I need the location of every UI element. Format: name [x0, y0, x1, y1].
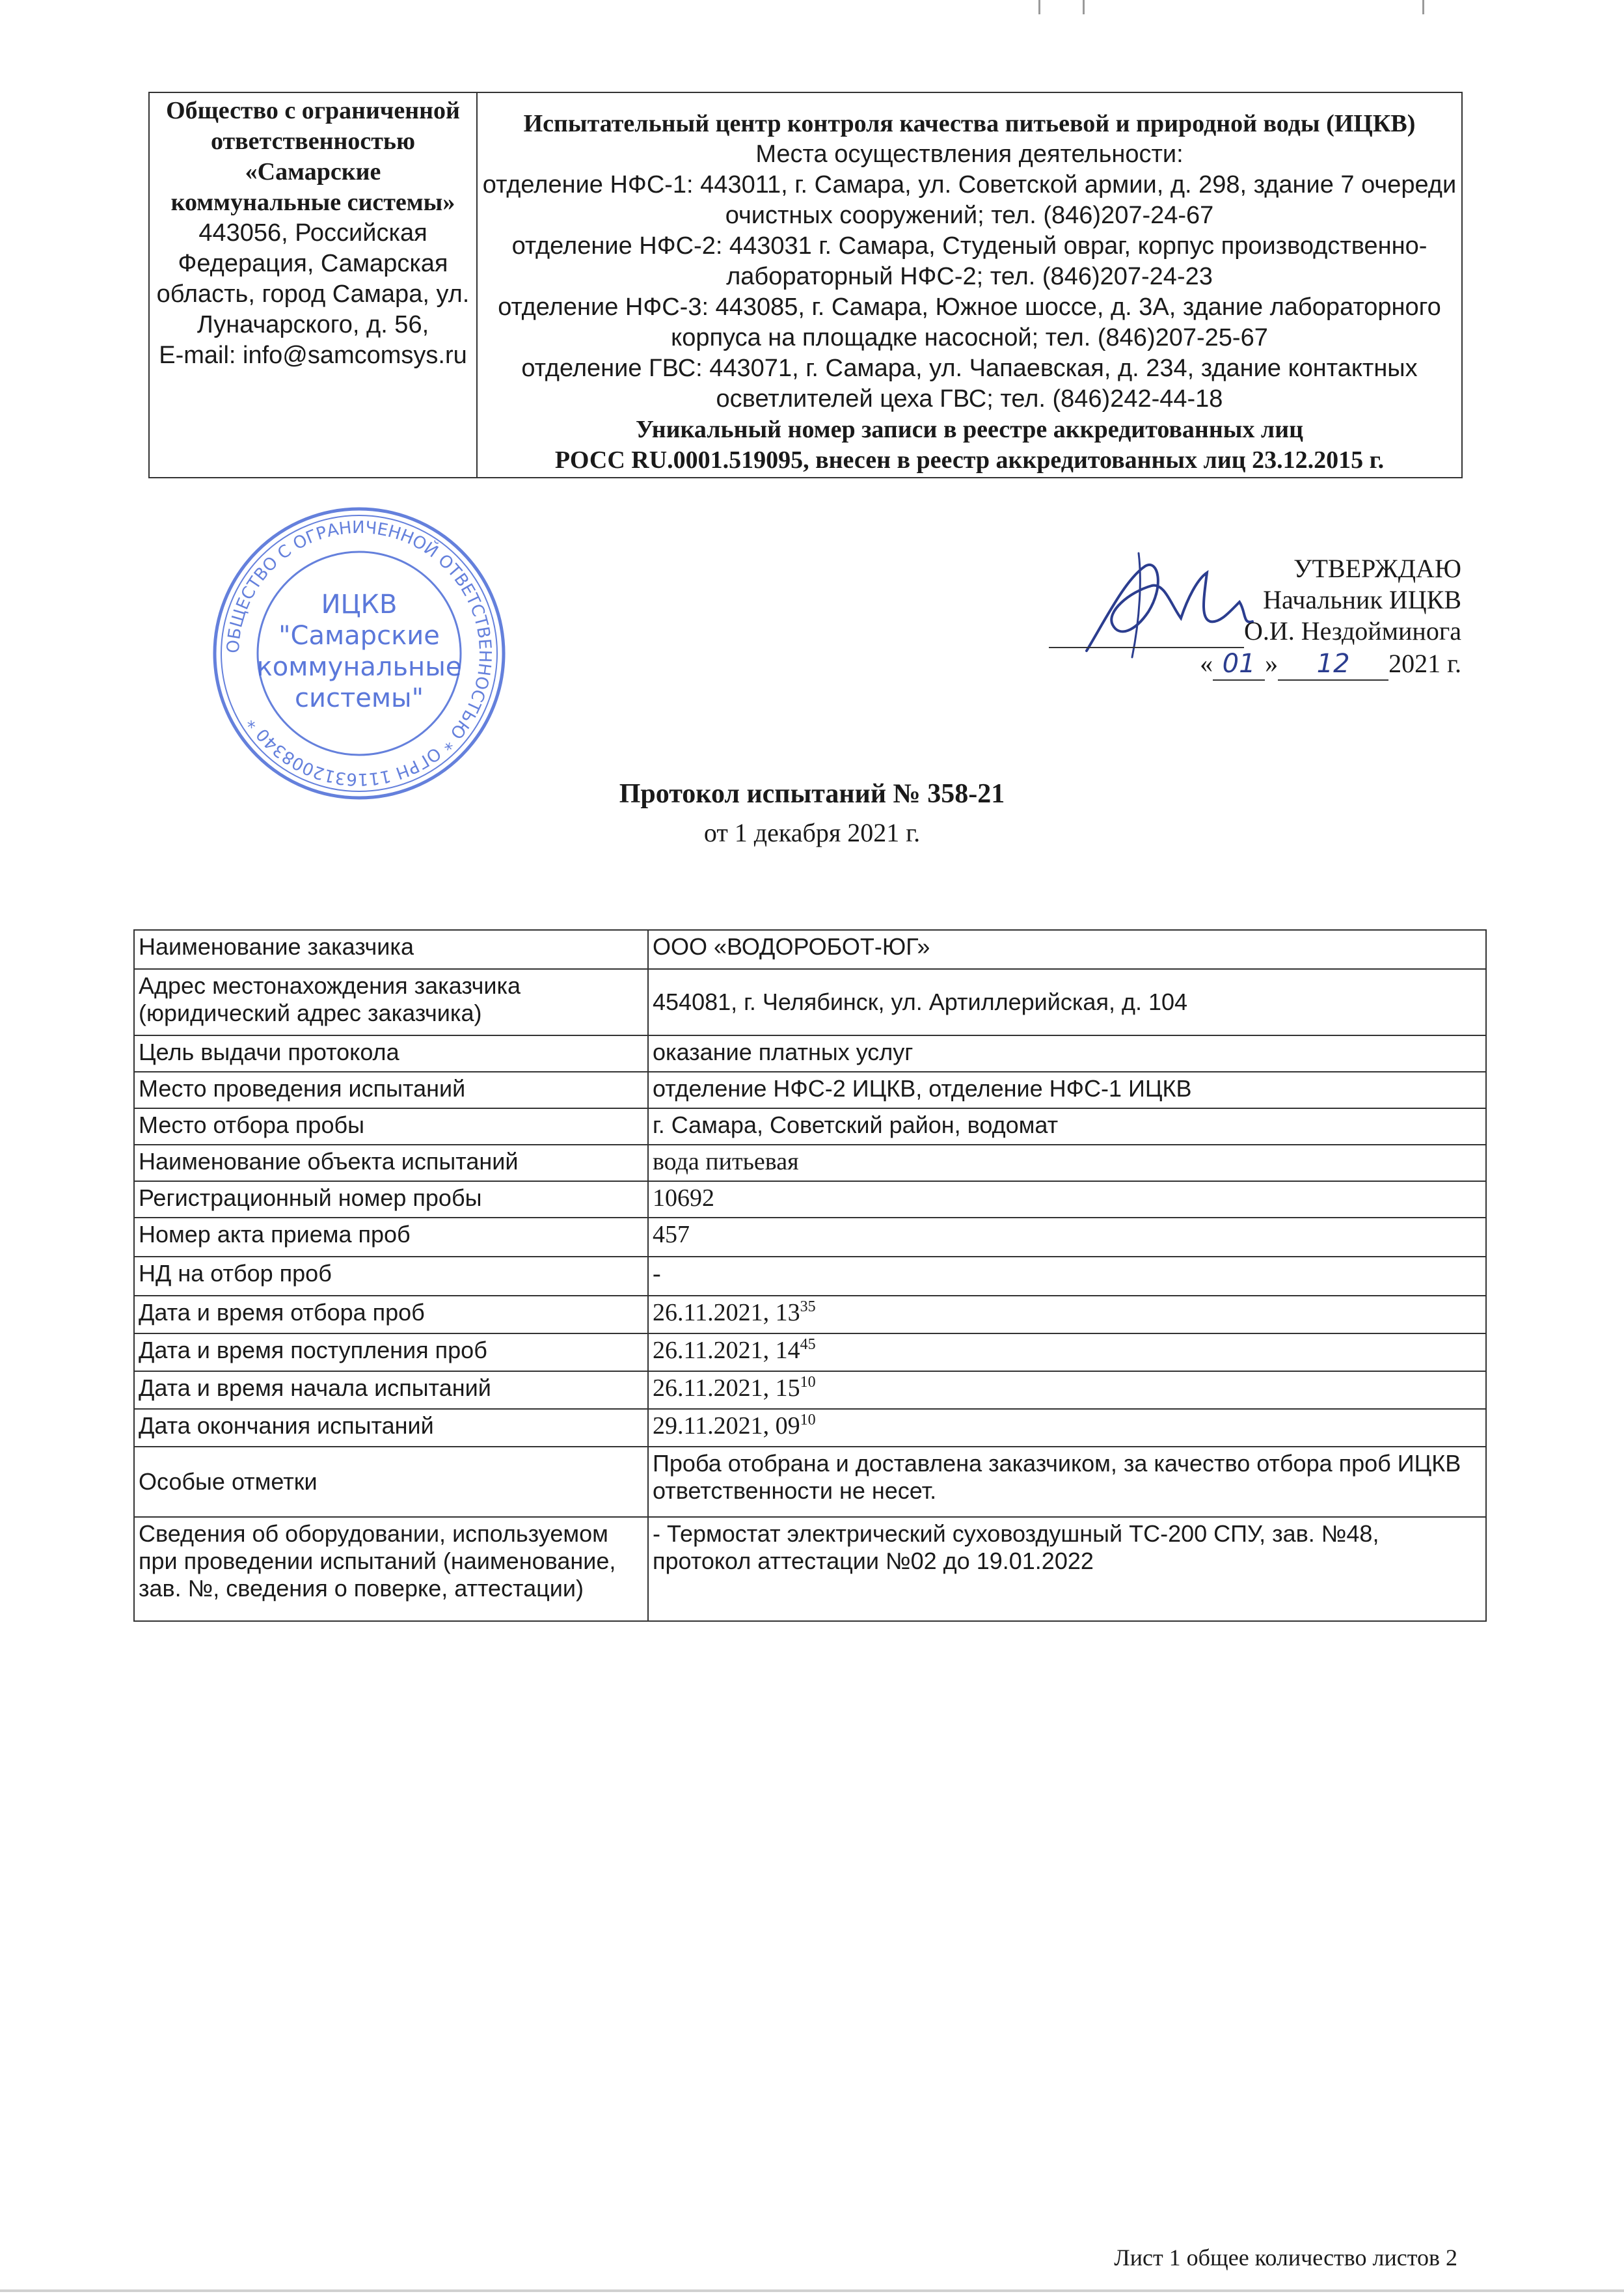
center-line-7: отделение ГВС: 443071, г. Самара, ул. Чапаевская, д. 234, здание контактных [521, 355, 1418, 382]
org-name-line-2: ответственностью [210, 128, 416, 155]
row-value-text: 26.11.2021, 15 [653, 1374, 800, 1402]
org-name-line-4: коммунальные системы» [170, 189, 455, 216]
row-label: Регистрационный номер пробы [134, 1181, 648, 1218]
row-label: Наименование объекта испытаний [134, 1145, 648, 1181]
approval-block [941, 553, 1461, 681]
row-value: 10692 [648, 1181, 1486, 1218]
row-value [648, 969, 1486, 1035]
approval-year: 2021 г. [1388, 649, 1461, 678]
approval-position: Начальник ИЦКВ [1263, 585, 1461, 614]
table-row [134, 1072, 1486, 1108]
center-line-5: отделение НФС-3: 443085, г. Самара, Южное шоссе, д. 3А, здание лабораторного [498, 294, 1441, 321]
row-value-text: 454081, г. Челябинск, ул. Артиллерийская, д. 104 [653, 989, 1188, 1015]
table-row [134, 1035, 1486, 1072]
places-heading: Места осуществления деятельности: [755, 141, 1184, 168]
center-line-1: отделение НФС-1: 443011, г. Самара, ул. Советской армии, д. 298, здание 7 очереди [482, 171, 1457, 198]
row-value [648, 1409, 1486, 1447]
center-line-4: лабораторный НФС-2; тел. (846)207-24-23 [726, 263, 1213, 290]
row-label: Место отбора пробы [134, 1108, 648, 1145]
registry-line-1: Уникальный номер записи в реестре аккредитованных лиц [635, 416, 1304, 443]
table-row [134, 1181, 1486, 1218]
row-value-text: 26.11.2021, 13 [653, 1299, 800, 1326]
row-value: - Термостат электрический суховоздушный ТС-200 СПУ, зав. №48, протокол аттестации №02 до 19.01.2022 [648, 1517, 1486, 1621]
row-label [134, 1447, 648, 1517]
table-row [134, 1108, 1486, 1145]
table-row [134, 1371, 1486, 1409]
row-value: вода питьевая [648, 1145, 1486, 1181]
table-row [134, 1218, 1486, 1257]
org-address-line-3: область, город Самара, ул. [156, 280, 470, 308]
row-value: Проба отобрана и доставлена заказчиком, за качество отбора проб ИЦКВ ответственности не несет. [648, 1447, 1486, 1517]
table-row [134, 930, 1486, 969]
seal-center-line-4: системы" [294, 683, 424, 713]
row-value-sup: 35 [800, 1298, 816, 1315]
scan-artifact-top-2 [1083, 0, 1085, 14]
registry-line-2: РОСС RU.0001.519095, внесен в реестр аккредитованных лиц 23.12.2015 г. [554, 446, 1385, 474]
table-row [134, 1333, 1486, 1371]
approval-month: 12 [1316, 649, 1350, 679]
table-row [134, 1409, 1486, 1447]
approval-word: УТВЕРЖДАЮ [1293, 554, 1461, 583]
approval-open-quote: « [1200, 649, 1213, 678]
row-value: оказание платных услуг [648, 1035, 1486, 1072]
organization-seal [210, 504, 509, 803]
row-label: Дата и время начала испытаний [134, 1371, 648, 1409]
protocol-info-table [133, 929, 1487, 1622]
row-value: ООО «ВОДОРОБОТ-ЮГ» [648, 930, 1486, 969]
org-name-line-1: Общество с ограниченной [166, 97, 460, 124]
row-label: Дата и время отбора проб [134, 1296, 648, 1333]
row-label: Адрес местонахождения заказчика (юридический адрес заказчика) [134, 969, 648, 1035]
row-value [648, 1296, 1486, 1333]
org-cell [150, 93, 478, 477]
protocol-date: от 1 декабря 2021 г. [703, 818, 921, 847]
row-label: Номер акта приема проб [134, 1218, 648, 1257]
row-label: Дата окончания испытаний [134, 1409, 648, 1447]
table-row [134, 1296, 1486, 1333]
center-line-2: очистных сооружений; тел. (846)207-24-67 [725, 202, 1214, 229]
row-label: НД на отбор проб [134, 1257, 648, 1296]
seal-center-line-2: "Самарские [278, 621, 440, 651]
row-value-text: 29.11.2021, 09 [653, 1412, 800, 1440]
center-cell [478, 93, 1461, 477]
approval-name: О.И. Нездойминога [1243, 616, 1461, 646]
row-value-sup: 10 [800, 1412, 816, 1428]
approval-close-quote: » [1265, 649, 1279, 678]
center-line-3: отделение НФС-2: 443031 г. Самара, Студеный овраг, корпус производственно- [511, 232, 1428, 260]
center-line-6: корпуса на площадке насосной; тел. (846)207-25-67 [671, 324, 1268, 351]
org-email: E-mail: info@samcomsys.ru [159, 342, 467, 369]
org-address-line-1: 443056, Российская [198, 219, 427, 247]
table-row [134, 1257, 1486, 1296]
row-label-text: Особые отметки [139, 1468, 318, 1495]
org-address-line-4: Луначарского, д. 56, [196, 311, 429, 338]
row-value: отделение НФС-2 ИЦКВ, отделение НФС-1 ИЦКВ [648, 1072, 1486, 1108]
row-label: Наименование заказчика [134, 930, 648, 969]
center-line-8: осветлителей цеха ГВС; тел. (846)242-44-18 [716, 385, 1223, 413]
row-label: Дата и время поступления проб [134, 1333, 648, 1371]
seal-ring-text: ОБЩЕСТВО С ОГРАНИЧЕННОЙ ОТВЕТСТВЕННОСТЬЮ * ОГРН 1116312008340 * [223, 517, 495, 789]
scan-artifact-top-3 [1422, 0, 1424, 14]
row-value-sup: 45 [800, 1336, 816, 1353]
table-row [134, 969, 1486, 1035]
table-row [134, 1517, 1486, 1621]
row-label: Цель выдачи протокола [134, 1035, 648, 1072]
table-row [134, 1447, 1486, 1517]
header-table [148, 92, 1463, 478]
row-value: - [648, 1257, 1486, 1296]
center-title: Испытательный центр контроля качества питьевой и природной воды (ИЦКВ) [523, 110, 1416, 137]
scan-artifact-bottom [0, 2289, 1624, 2292]
row-value-text: 26.11.2021, 14 [653, 1337, 800, 1364]
approval-day: 01 [1222, 649, 1256, 679]
scan-artifact-top-1 [1038, 0, 1040, 14]
seal-center-line-1: ИЦКВ [321, 590, 398, 620]
org-name-line-3: «Самарские [245, 158, 381, 185]
protocol-title: Протокол испытаний № 358-21 [619, 779, 1005, 809]
row-label: Место проведения испытаний [134, 1072, 648, 1108]
approval-name-line [941, 616, 1461, 648]
row-label: Сведения об оборудовании, используемом при проведении испытаний (наименование, зав. №, сведения о поверке, аттестации) [134, 1517, 648, 1621]
org-address-line-2: Федерация, Самарская [178, 250, 448, 277]
table-row [134, 1145, 1486, 1181]
row-value-sup: 10 [800, 1374, 816, 1391]
row-value [648, 1371, 1486, 1409]
page-counter: Лист 1 общее количество листов 2 [1114, 2245, 1457, 2271]
approval-date-line [941, 648, 1461, 681]
row-value: 457 [648, 1218, 1486, 1257]
row-value [648, 1333, 1486, 1371]
row-value: г. Самара, Советский район, водомат [648, 1108, 1486, 1145]
seal-center-line-3: коммунальные [256, 652, 462, 682]
